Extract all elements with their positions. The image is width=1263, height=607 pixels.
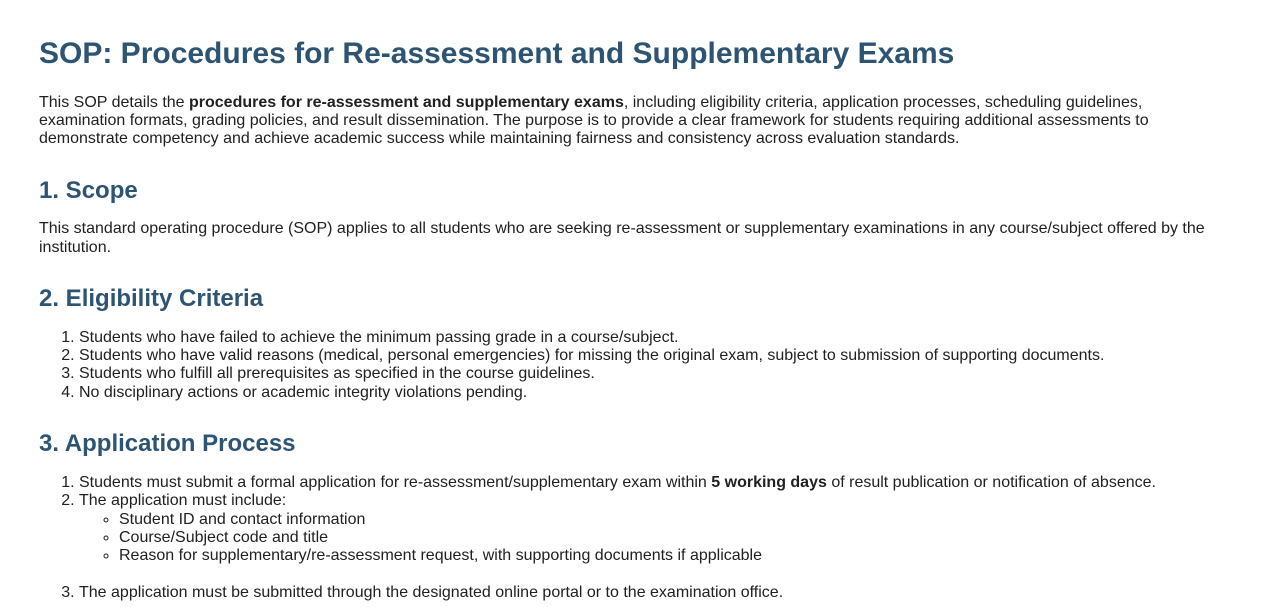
application-list xyxy=(39,474,1224,602)
list-item: 3. The application must be submitted through the designated online portal or to the examination office. xyxy=(79,584,1224,602)
section-heading-application: 3. Application Process xyxy=(39,430,296,458)
list-item xyxy=(79,474,1224,492)
intro-paragraph xyxy=(39,94,1224,149)
list-item: 1. Students who have failed to achieve the minimum passing grade in a course/subject. xyxy=(79,329,1224,347)
sub-list-item: ◦ Course/Subject code and title xyxy=(119,529,1224,547)
scope-paragraph: This standard operating procedure (SOP) applies to all students who are seeking re-assessment or supplementary examinations in any course/subject offered by the institution. xyxy=(39,220,1205,256)
document-title: SOP: Procedures for Re-assessment and Supplementary Exams xyxy=(39,37,955,70)
application-item-bold-segment: 5 working days xyxy=(711,473,827,491)
application-sub-list xyxy=(79,511,1224,566)
intro-text-segment: , including eligibility criteria, application processes, scheduling guidelines, examination formats, grading policies, and result dissemination. The purpose is to provide a clear framework for students requiring additional assessments to demonstrate competency and achieve academic success while maintaining fairness and consistency across evaluation standards. xyxy=(39,93,1149,148)
application-item-text-segment: Students must submit a formal application for re-assessment/supplementary exam within xyxy=(79,473,712,491)
list-item: 4. No disciplinary actions or academic integrity violations pending. xyxy=(79,384,1224,402)
sub-list-item: ◦ Reason for supplementary/re-assessment request, with supporting documents if applicable xyxy=(119,547,1224,565)
application-item-text: The application must include: xyxy=(79,492,287,510)
intro-bold-segment: procedures for re-assessment and supplementary exams xyxy=(189,93,624,111)
section-heading-scope: 1. Scope xyxy=(39,176,138,204)
application-item-text-segment: of result publication or notification of absence. xyxy=(826,473,1156,491)
eligibility-list xyxy=(39,329,1224,403)
sub-list-item: ◦ Student ID and contact information xyxy=(119,511,1224,529)
list-item: 3. Students who fulfill all prerequisites as specified in the course guidelines. xyxy=(79,365,1224,383)
intro-text-segment: This SOP details the xyxy=(39,93,189,111)
section-heading-eligibility: 2. Eligibility Criteria xyxy=(39,285,264,313)
list-item xyxy=(79,492,1224,566)
list-item: 2. Students who have valid reasons (medical, personal emergencies) for missing the original exam, subject to submission of supporting documents. xyxy=(79,347,1224,365)
